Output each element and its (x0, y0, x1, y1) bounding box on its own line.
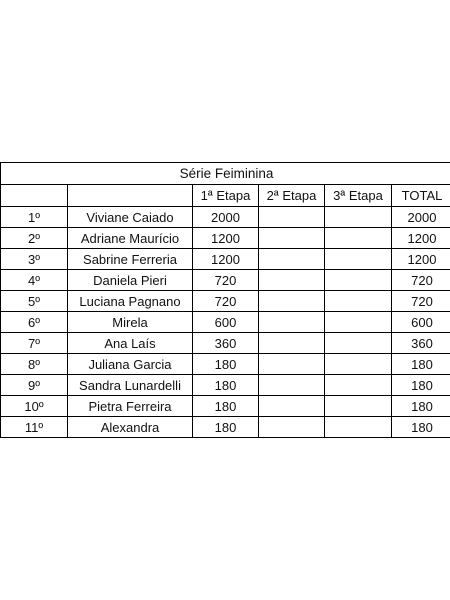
cell-name: Daniela Pieri (68, 270, 193, 291)
cell-position: 4º (1, 270, 68, 291)
cell-stage-1: 180 (193, 354, 259, 375)
table-row (1, 396, 450, 417)
cell-stage-2 (259, 396, 325, 417)
cell-total: 1200 (392, 249, 450, 270)
table-title: Série Feiminina (1, 163, 450, 185)
table-row (1, 354, 450, 375)
cell-stage-3 (325, 291, 392, 312)
cell-total: 600 (392, 312, 450, 333)
cell-position: 5º (1, 291, 68, 312)
cell-position: 11º (1, 417, 68, 438)
table-row (1, 333, 450, 354)
cell-stage-2 (259, 270, 325, 291)
cell-stage-2 (259, 375, 325, 396)
cell-total: 360 (392, 333, 450, 354)
table-row (1, 375, 450, 396)
cell-stage-2 (259, 228, 325, 249)
cell-position: 10º (1, 396, 68, 417)
cell-stage-1: 720 (193, 291, 259, 312)
cell-stage-3 (325, 354, 392, 375)
cell-name: Adriane Maurício (68, 228, 193, 249)
table-row (1, 270, 450, 291)
cell-name: Sandra Lunardelli (68, 375, 193, 396)
cell-total: 180 (392, 375, 450, 396)
cell-position: 7º (1, 333, 68, 354)
cell-stage-3 (325, 333, 392, 354)
cell-stage-3 (325, 249, 392, 270)
cell-stage-1: 180 (193, 396, 259, 417)
cell-total: 720 (392, 270, 450, 291)
header-stage-3: 3ª Etapa (325, 185, 392, 207)
cell-stage-2 (259, 417, 325, 438)
header-position (1, 185, 68, 207)
cell-stage-2 (259, 291, 325, 312)
cell-total: 180 (392, 354, 450, 375)
cell-stage-1: 180 (193, 417, 259, 438)
cell-stage-1: 600 (193, 312, 259, 333)
cell-name: Juliana Garcia (68, 354, 193, 375)
header-name (68, 185, 193, 207)
cell-total: 180 (392, 417, 450, 438)
cell-stage-2 (259, 312, 325, 333)
cell-position: 9º (1, 375, 68, 396)
table-row (1, 417, 450, 438)
cell-stage-3 (325, 270, 392, 291)
cell-stage-1: 720 (193, 270, 259, 291)
header-total: TOTAL (392, 185, 450, 207)
cell-position: 8º (1, 354, 68, 375)
cell-position: 1º (1, 207, 68, 228)
title-row (1, 163, 450, 185)
cell-position: 3º (1, 249, 68, 270)
standings-table (0, 162, 450, 438)
cell-name: Sabrine Ferreria (68, 249, 193, 270)
cell-stage-1: 180 (193, 375, 259, 396)
cell-name: Pietra Ferreira (68, 396, 193, 417)
table-row (1, 291, 450, 312)
table-row (1, 249, 450, 270)
cell-total: 2000 (392, 207, 450, 228)
cell-stage-1: 2000 (193, 207, 259, 228)
standings-sheet (0, 162, 450, 438)
table-row (1, 228, 450, 249)
cell-name: Alexandra (68, 417, 193, 438)
cell-stage-2 (259, 207, 325, 228)
cell-name: Viviane Caiado (68, 207, 193, 228)
header-stage-1: 1ª Etapa (193, 185, 259, 207)
table-row (1, 312, 450, 333)
cell-stage-2 (259, 333, 325, 354)
cell-stage-1: 1200 (193, 228, 259, 249)
cell-total: 180 (392, 396, 450, 417)
cell-stage-3 (325, 375, 392, 396)
cell-position: 6º (1, 312, 68, 333)
cell-position: 2º (1, 228, 68, 249)
cell-total: 1200 (392, 228, 450, 249)
cell-total: 720 (392, 291, 450, 312)
cell-stage-3 (325, 312, 392, 333)
cell-stage-1: 1200 (193, 249, 259, 270)
table-row (1, 207, 450, 228)
cell-stage-3 (325, 228, 392, 249)
cell-name: Ana Laís (68, 333, 193, 354)
cell-stage-3 (325, 207, 392, 228)
cell-stage-3 (325, 396, 392, 417)
cell-name: Luciana Pagnano (68, 291, 193, 312)
cell-name: Mirela (68, 312, 193, 333)
header-stage-2: 2ª Etapa (259, 185, 325, 207)
cell-stage-2 (259, 354, 325, 375)
cell-stage-2 (259, 249, 325, 270)
header-row (1, 185, 450, 207)
cell-stage-1: 360 (193, 333, 259, 354)
cell-stage-3 (325, 417, 392, 438)
